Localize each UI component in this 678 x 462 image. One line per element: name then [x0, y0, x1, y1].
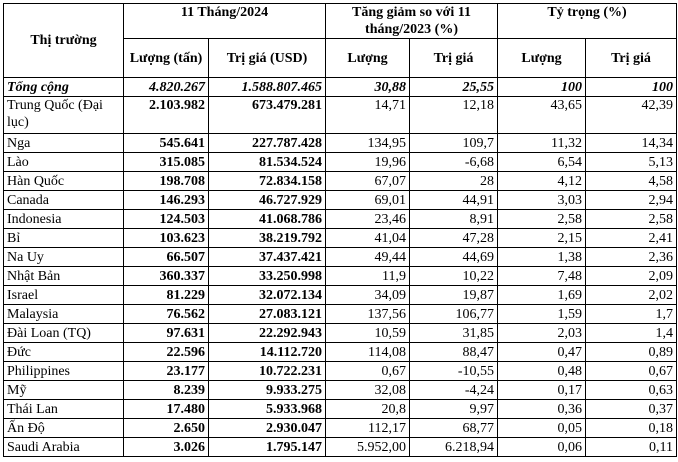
qty-cell: 17.480: [124, 400, 209, 419]
market-name: Malaysia: [4, 305, 124, 324]
qty-cell: 103.623: [124, 229, 209, 248]
table-row: [4, 419, 677, 438]
change-qty-header: Lượng: [326, 39, 410, 78]
change-value-cell: -4,24: [410, 381, 498, 400]
table-row: [4, 343, 677, 362]
table-row: [4, 191, 677, 210]
share-value-cell: 4,58: [586, 172, 677, 191]
qty-cell: 3.026: [124, 438, 209, 457]
export-market-table: [3, 3, 677, 457]
value-cell: 41.068.786: [209, 210, 326, 229]
qty-cell: 22.596: [124, 343, 209, 362]
value-cell: 37.437.421: [209, 248, 326, 267]
table-row: [4, 286, 677, 305]
value-cell: 46.727.929: [209, 191, 326, 210]
change-value-cell: 6.218,94: [410, 438, 498, 457]
market-name: Bỉ: [4, 229, 124, 248]
change-qty-cell: 112,17: [326, 419, 410, 438]
change-value-cell: -6,68: [410, 153, 498, 172]
share-qty-cell: 0,17: [498, 381, 586, 400]
change-header: Tăng giảm so với 11 tháng/2023 (%): [326, 4, 498, 39]
value-cell: 9.933.275: [209, 381, 326, 400]
period-header: 11 Tháng/2024: [124, 4, 326, 39]
change-qty-cell: 114,08: [326, 343, 410, 362]
qty-cell: 146.293: [124, 191, 209, 210]
share-qty-cell: 0,47: [498, 343, 586, 362]
share-qty-cell: 2,03: [498, 324, 586, 343]
change-qty-cell: 5.952,00: [326, 438, 410, 457]
share-value-cell: 2,94: [586, 191, 677, 210]
share-value-cell: 2,09: [586, 267, 677, 286]
change-value-cell: 19,87: [410, 286, 498, 305]
change-qty-cell: 32,08: [326, 381, 410, 400]
share-value-cell: 5,13: [586, 153, 677, 172]
market-name: Mỹ: [4, 381, 124, 400]
change-qty-cell: 0,67: [326, 362, 410, 381]
share-qty-cell: 0,06: [498, 438, 586, 457]
change-value-cell: 68,77: [410, 419, 498, 438]
change-value-cell: 109,7: [410, 134, 498, 153]
market-name: Na Uy: [4, 248, 124, 267]
table-row: [4, 305, 677, 324]
qty-cell: 66.507: [124, 248, 209, 267]
market-name: Lào: [4, 153, 124, 172]
share-value-cell: 2,02: [586, 286, 677, 305]
qty-cell: 360.337: [124, 267, 209, 286]
share-value-cell: 42,39: [586, 97, 677, 134]
change-qty-cell: 134,95: [326, 134, 410, 153]
qty-cell: 81.229: [124, 286, 209, 305]
qty-cell: 315.085: [124, 153, 209, 172]
qty-cell: 198.708: [124, 172, 209, 191]
change-value-cell: 106,77: [410, 305, 498, 324]
share-value-cell: 1,7: [586, 305, 677, 324]
qty-cell: 97.631: [124, 324, 209, 343]
market-name: Canada: [4, 191, 124, 210]
change-qty-cell: 19,96: [326, 153, 410, 172]
qty-cell: 2.650: [124, 419, 209, 438]
market-name: Indonesia: [4, 210, 124, 229]
change-value-cell: -10,55: [410, 362, 498, 381]
value-cell: 673.479.281: [209, 97, 326, 134]
table-row: [4, 324, 677, 343]
change-qty-cell: 41,04: [326, 229, 410, 248]
change-qty-cell: 67,07: [326, 172, 410, 191]
value-usd-header: Trị giá (USD): [209, 39, 326, 78]
share-qty-cell: 0,48: [498, 362, 586, 381]
qty-tonnes-header: Lượng (tấn): [124, 39, 209, 78]
share-value-cell: 0,67: [586, 362, 677, 381]
change-value-cell: 8,91: [410, 210, 498, 229]
change-qty-cell: 14,71: [326, 97, 410, 134]
share-qty-cell: 1,69: [498, 286, 586, 305]
change-qty-cell: 69,01: [326, 191, 410, 210]
value-cell: 72.834.158: [209, 172, 326, 191]
market-name: Saudi Arabia: [4, 438, 124, 457]
table-row: [4, 134, 677, 153]
qty-cell: 4.820.267: [124, 78, 209, 97]
change-qty-cell: 137,56: [326, 305, 410, 324]
value-cell: 33.250.998: [209, 267, 326, 286]
change-value-cell: 44,91: [410, 191, 498, 210]
value-cell: 1.588.807.465: [209, 78, 326, 97]
value-cell: 14.112.720: [209, 343, 326, 362]
table-row: [4, 267, 677, 286]
table-row: [4, 97, 677, 134]
share-value-cell: 1,4: [586, 324, 677, 343]
share-qty-cell: 100: [498, 78, 586, 97]
qty-cell: 124.503: [124, 210, 209, 229]
qty-cell: 2.103.982: [124, 97, 209, 134]
value-cell: 38.219.792: [209, 229, 326, 248]
table-row: [4, 210, 677, 229]
value-cell: 22.292.943: [209, 324, 326, 343]
market-name: Ấn Độ: [4, 419, 124, 438]
table-row: [4, 381, 677, 400]
value-cell: 32.072.134: [209, 286, 326, 305]
market-header: Thị trường: [4, 4, 124, 78]
market-name: Thái Lan: [4, 400, 124, 419]
market-name: Tổng cộng: [4, 78, 124, 97]
share-qty-cell: 2,58: [498, 210, 586, 229]
share-qty-cell: 43,65: [498, 97, 586, 134]
share-qty-cell: 0,05: [498, 419, 586, 438]
market-name: Trung Quốc (Đại lục): [4, 97, 124, 134]
table-row-total: [4, 78, 677, 97]
change-qty-cell: 11,9: [326, 267, 410, 286]
market-name: Hàn Quốc: [4, 172, 124, 191]
market-name: Philippines: [4, 362, 124, 381]
change-value-header: Trị giá: [410, 39, 498, 78]
share-qty-cell: 1,38: [498, 248, 586, 267]
change-value-cell: 88,47: [410, 343, 498, 362]
share-qty-cell: 3,03: [498, 191, 586, 210]
value-cell: 1.795.147: [209, 438, 326, 457]
qty-cell: 545.641: [124, 134, 209, 153]
market-name: Israel: [4, 286, 124, 305]
share-value-cell: 0,63: [586, 381, 677, 400]
share-qty-cell: 7,48: [498, 267, 586, 286]
market-name: Nhật Bản: [4, 267, 124, 286]
change-qty-cell: 30,88: [326, 78, 410, 97]
value-cell: 81.534.524: [209, 153, 326, 172]
share-qty-cell: 4,12: [498, 172, 586, 191]
table-row: [4, 172, 677, 191]
qty-cell: 23.177: [124, 362, 209, 381]
table-row: [4, 153, 677, 172]
share-value-cell: 2,41: [586, 229, 677, 248]
table-row: [4, 229, 677, 248]
value-cell: 5.933.968: [209, 400, 326, 419]
value-cell: 2.930.047: [209, 419, 326, 438]
change-value-cell: 31,85: [410, 324, 498, 343]
change-value-cell: 44,69: [410, 248, 498, 267]
change-value-cell: 9,97: [410, 400, 498, 419]
qty-cell: 76.562: [124, 305, 209, 324]
value-cell: 10.722.231: [209, 362, 326, 381]
market-name: Đài Loan (TQ): [4, 324, 124, 343]
change-value-cell: 10,22: [410, 267, 498, 286]
table-row: [4, 248, 677, 267]
share-value-header: Trị giá: [586, 39, 677, 78]
market-name: Đức: [4, 343, 124, 362]
change-value-cell: 25,55: [410, 78, 498, 97]
share-qty-cell: 0,36: [498, 400, 586, 419]
qty-cell: 8.239: [124, 381, 209, 400]
change-value-cell: 28: [410, 172, 498, 191]
share-qty-cell: 2,15: [498, 229, 586, 248]
market-name: Nga: [4, 134, 124, 153]
share-value-cell: 100: [586, 78, 677, 97]
change-qty-cell: 49,44: [326, 248, 410, 267]
share-header: Tỷ trọng (%): [498, 4, 677, 39]
table-row: [4, 400, 677, 419]
table-row: [4, 362, 677, 381]
change-value-cell: 12,18: [410, 97, 498, 134]
value-cell: 227.787.428: [209, 134, 326, 153]
change-qty-cell: 23,46: [326, 210, 410, 229]
share-value-cell: 0,18: [586, 419, 677, 438]
value-cell: 27.083.121: [209, 305, 326, 324]
change-value-cell: 47,28: [410, 229, 498, 248]
table-row: [4, 438, 677, 457]
share-value-cell: 0,89: [586, 343, 677, 362]
share-qty-cell: 6,54: [498, 153, 586, 172]
share-qty-cell: 1,59: [498, 305, 586, 324]
change-qty-cell: 10,59: [326, 324, 410, 343]
change-qty-cell: 34,09: [326, 286, 410, 305]
share-value-cell: 0,37: [586, 400, 677, 419]
change-qty-cell: 20,8: [326, 400, 410, 419]
share-qty-header: Lượng: [498, 39, 586, 78]
share-value-cell: 2,58: [586, 210, 677, 229]
share-value-cell: 0,11: [586, 438, 677, 457]
share-value-cell: 14,34: [586, 134, 677, 153]
share-value-cell: 2,36: [586, 248, 677, 267]
share-qty-cell: 11,32: [498, 134, 586, 153]
